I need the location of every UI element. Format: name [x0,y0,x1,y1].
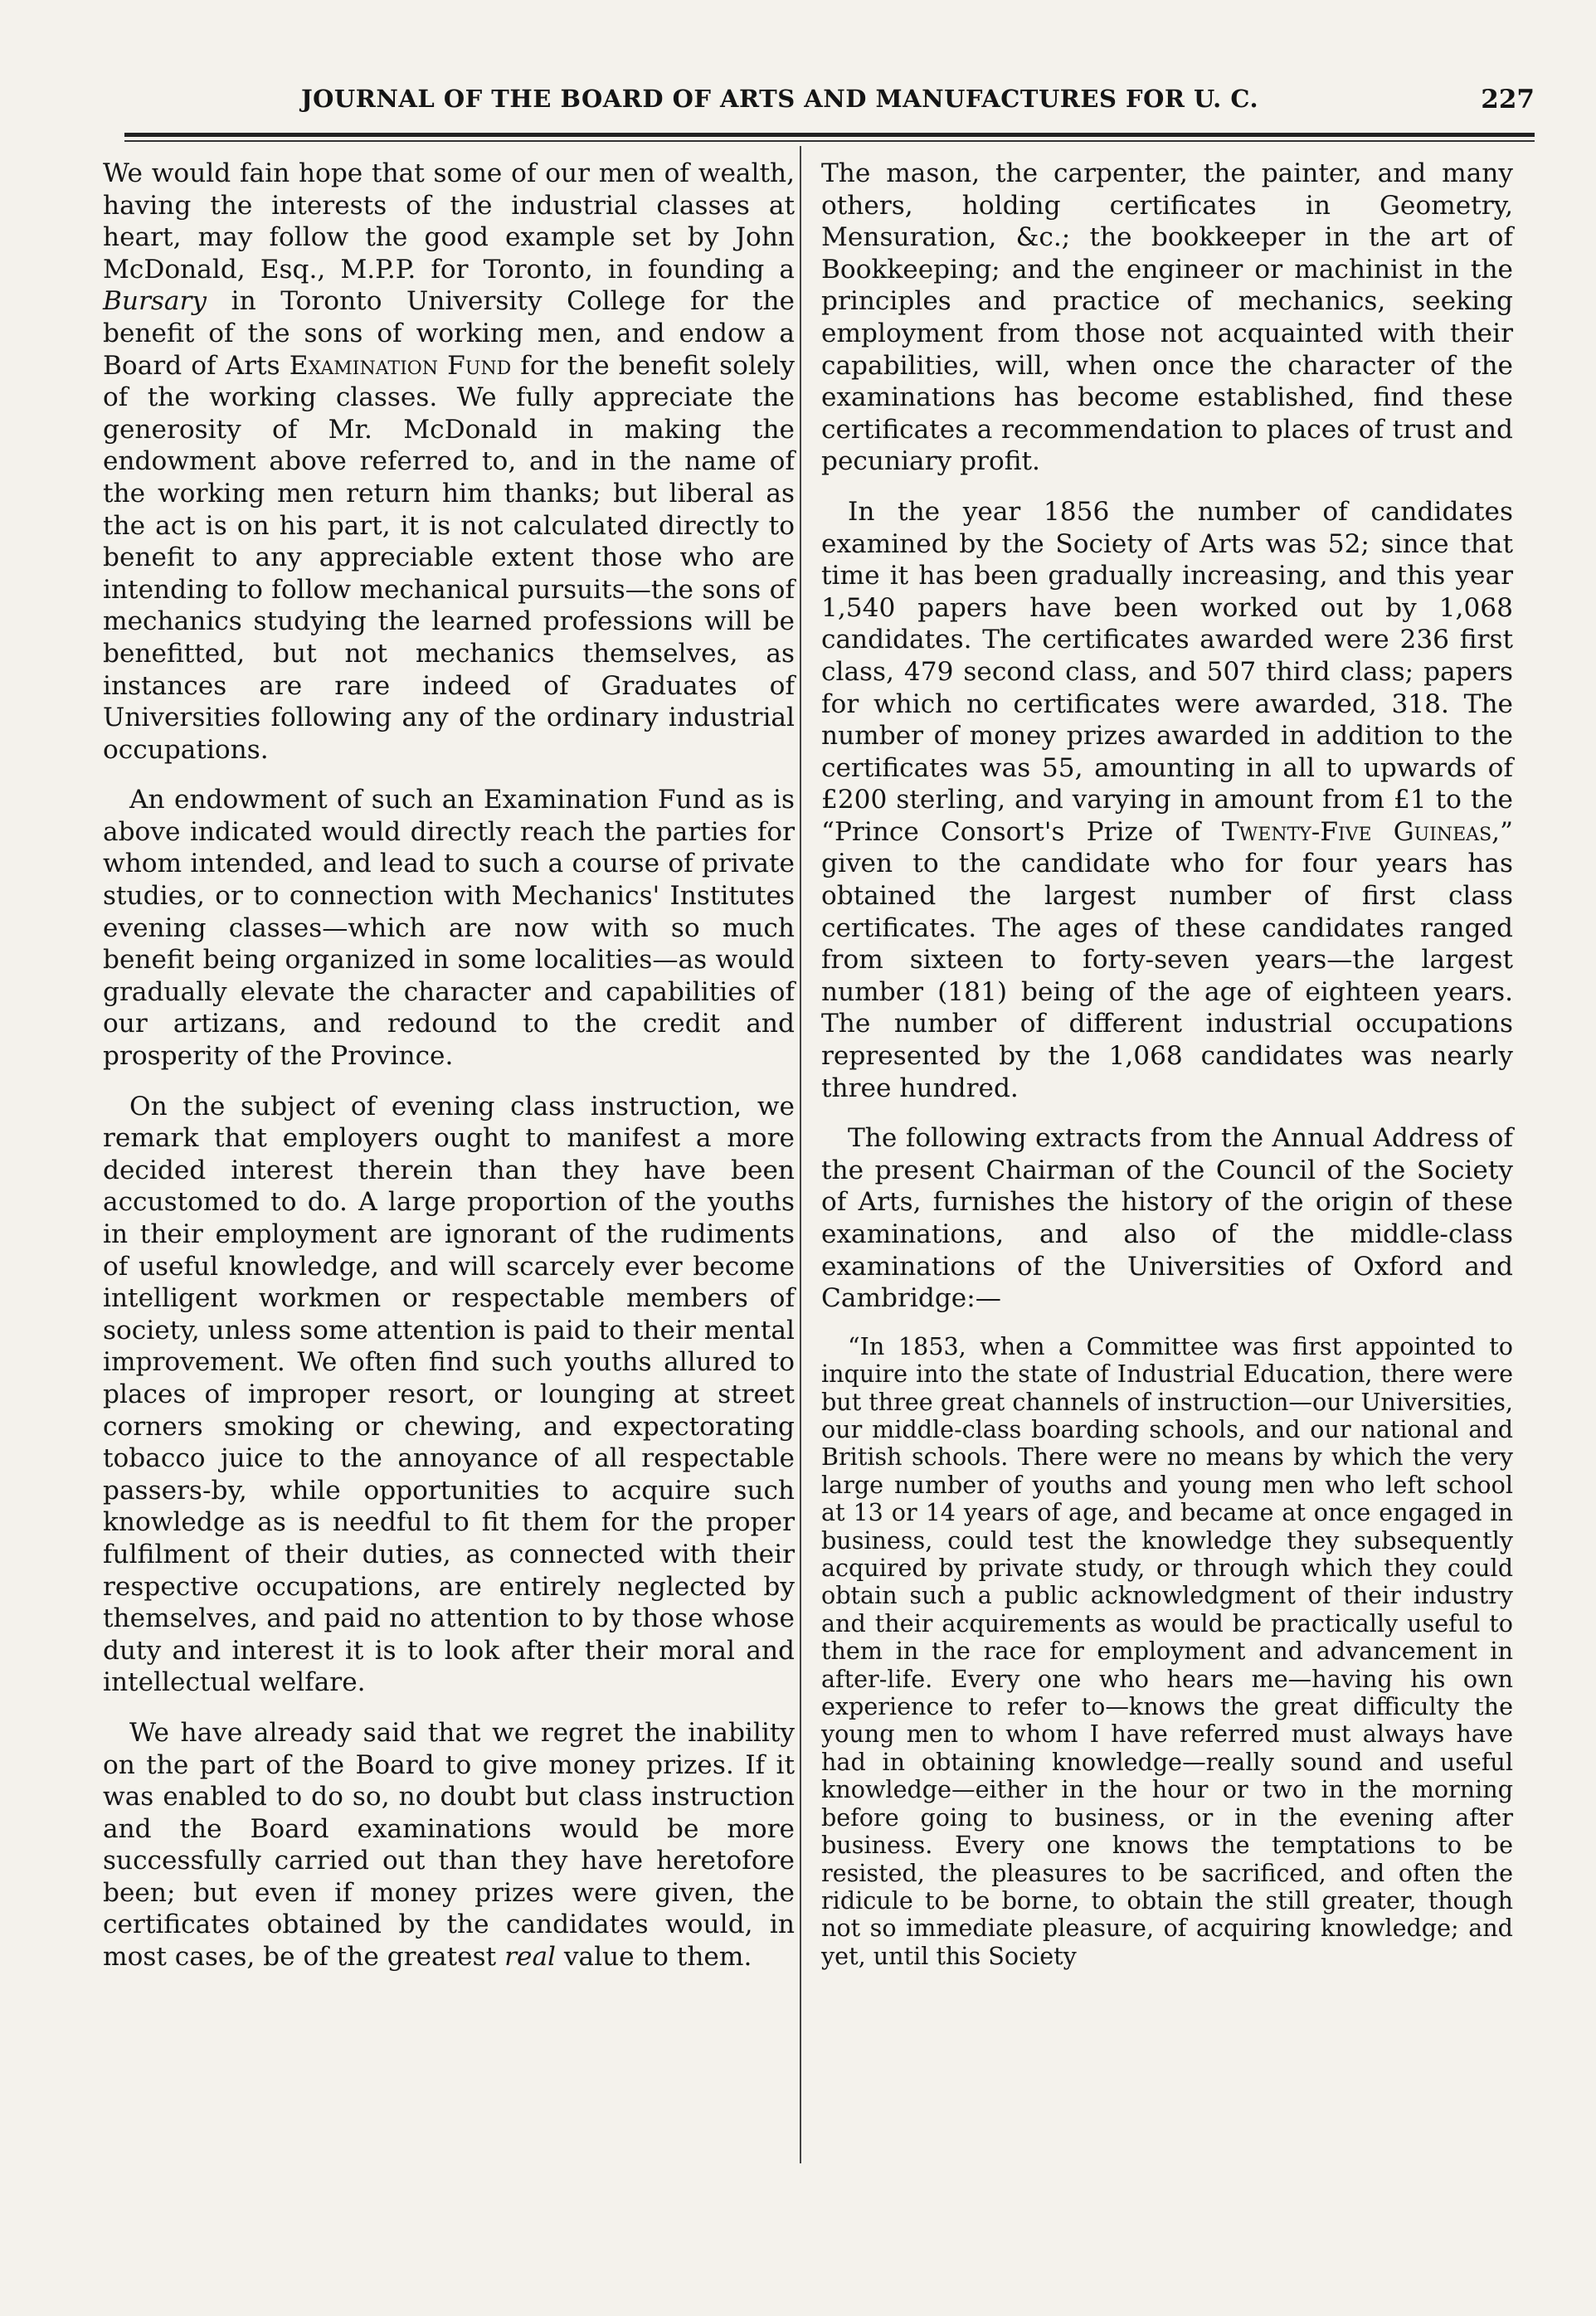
header-rule-thick [124,133,1535,137]
page-header [124,80,1535,121]
paragraph-bursary [103,158,795,766]
column-divider [800,146,801,2163]
paragraph-text: ,” given to the candidate who for four years has obtained the largest number of first class certificates. The ages of these candidates ranged from sixteen to forty-seven years—the largest number (181) being of the age of eighteen years. The number of different industrial occupations represented by the 1,068 candidates was nearly three hundred. [821,816,1513,1103]
paragraph-evening-class: On the subject of evening class instruction, we remark that employers ought to manifest a more decided interest therein than they have been accustomed to do. A large proportion of the youths in their employment are ignorant of the rudiments of useful knowledge, and will scarcely ever become intelligent workmen or respectable members of society, unless some attention is paid to their mental improvement. We often find such youths allured to places of improper resort, or lounging at street corners smoking or chewing, and expectorating tobacco juice to the annoyance of all respectable passers-by, while opportunities to acquire such knowledge as is needful to fit them for the proper fulfilment of their duties, as connected with their respective occupations, are entirely neglected by themselves, and paid no attention to by those whose duty and interest it is to look after their moral and intellectual welfare. [103,1091,795,1698]
italic-term: Bursary [103,286,207,317]
paragraph-text: for the benefit solely of the working classes. We fully appreciate the generosity of Mr. McDonald in making the endowment above referred to, and in the name of the working men return him thanks; but liberal as the act is on his part, it is not calculated directly to benefit to any appreciable extent those who are intending to follow mechanical pursuits—the sons of mechanics studying the learned professions will be benefitted, but not mechanics themselves, as instances are rare indeed of Graduates of Universities following any of the ordinary industrial occupations. [103,350,795,765]
right-column [821,158,1513,1970]
paragraph-statistics [821,496,1513,1104]
paragraph-certificates: The mason, the carpenter, the painter, and many others, holding certificates in Geometry, Mensuration, &c.; the bookkeeper in the art of Bookkeeping; and the engineer or machinist in the principles and practice of mechanics, seeking employment from those not acquainted with their capabilities, will, when once the character of the examinations has become established, find these certificates a recommendation to places of trust and pecuniary profit. [821,158,1513,477]
paragraph-text: In the year 1856 the number of candidates examined by the Society of Arts was 52; since that time it has been gradually increasing, and this year 1,540 papers have been worked out by 1,068 candidates. The certificates awarded were 236 first class, 479 second class, and 507 third class; papers for which no certificates were awarded, 318. The number of money prizes awarded in addition to the certificates was 55, amounting in all to upwards of £200 sterling, and varying in amount from £1 to the “Prince Consort's Prize of [821,496,1513,847]
paragraph-text: We have already said that we regret the inability on the part of the Board to give money prizes. If it was enabled to do so, no doubt but class instruction and the Board examinations would be more successfully carried out than they have heretofore been; but even if money prizes were given, the certificates obtained by the candidates would, in most cases, be of the greatest [103,1717,795,1973]
paragraph-text: in Toronto University College for the benefit of the sons of working men, and endow a Board of Arts [103,286,795,381]
page-number: 227 [1481,85,1535,114]
italic-term: real [504,1942,557,1973]
paragraph-text: We would fain hope that some of our men of wealth, having the interests of the industrial classes at heart, may follow the good example set by John McDonald, Esq., M.P.P. for Toronto, in founding a [103,158,795,285]
paragraph-extracts-intro: The following extracts from the Annual Address of the present Chairman of the Council of the Society of Arts, furnishes the history of the origin of these examinations, and also of the middle-class examinations of the Universities of Oxford and Cambridge:— [821,1123,1513,1314]
left-column [103,158,795,1992]
small-caps-term: Examination Fund [289,350,512,381]
paragraph-text: value to them. [556,1942,752,1973]
paragraph-endowment: An endowment of such an Examination Fund as is above indicated would directly reach the parties for whom intended, and lead to such a course of private studies, or to connection with Mechanics' Institutes evening classes—which are now with so much benefit being organized in some localities—as would gradually elevate the character and capabilities of our artizans, and redound to the credit and prosperity of the Province. [103,785,795,1072]
running-title: JOURNAL OF THE BOARD OF ARTS AND MANUFACTURES FOR U. C. [300,85,1259,113]
paragraph-money-prizes [103,1717,795,1973]
small-caps-term: Twenty-Five Guineas [1221,816,1492,847]
header-rule-thin [124,140,1535,142]
block-quote: “In 1853, when a Committee was first appointed to inquire into the state of Industrial Education, there were but three great channels of instruction—our Universities, our middle-class boarding schools, and our national and British schools. There were no means by which the very large number of youths and young men who left school at 13 or 14 years of age, and became at once engaged in business, could test the knowledge they subsequently acquired by private study, or through which they could obtain such a public acknowledgment of their industry and their acquirements as would be practically useful to them in the race for employment and advancement in after-life. Every one who hears me—having his own experience to refer to—knows the great difficulty the young men to whom I have referred must always have had in obtaining knowledge—really sound and useful knowledge—either in the hour or two in the morning before going to business, or in the evening after business. Every one knows the temptations to be resisted, the pleasures to be sacrificed, and often the ridicule to be borne, to obtain the still greater, though not so immediate pleasure, of acquiring knowledge; and yet, until this Society [821,1331,1513,1970]
